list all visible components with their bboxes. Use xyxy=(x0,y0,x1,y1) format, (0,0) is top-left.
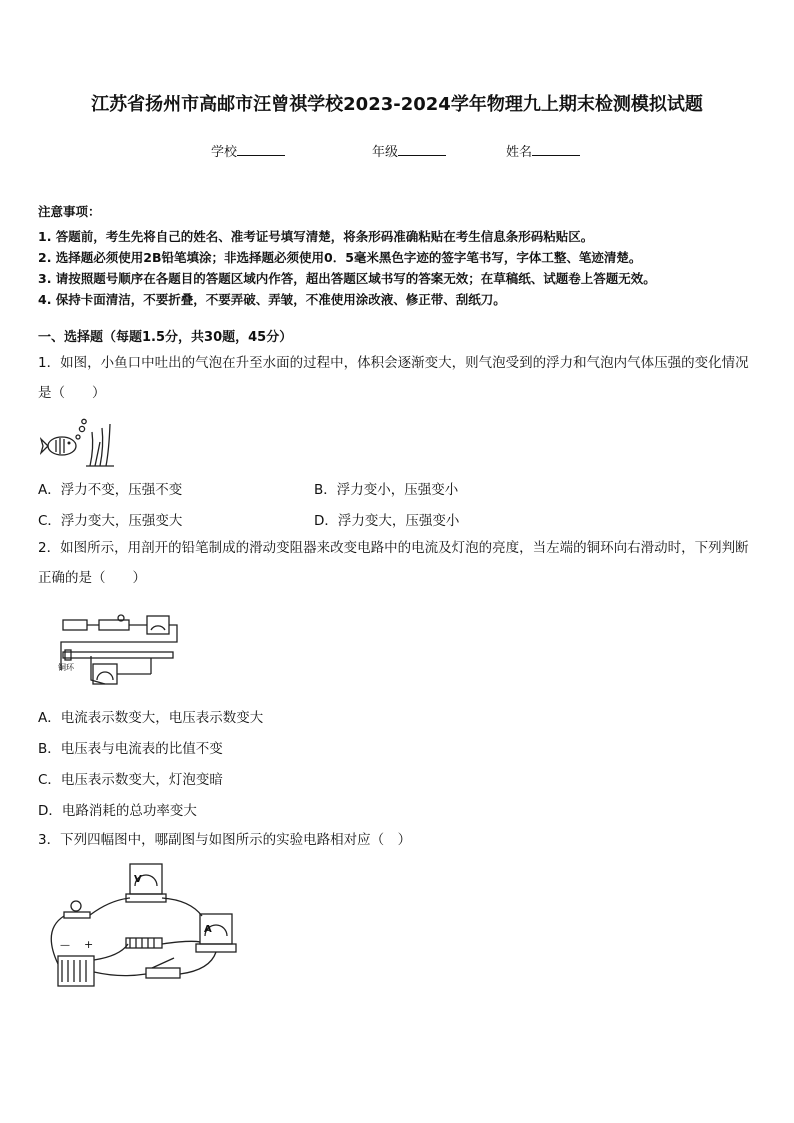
q2-option-b[interactable]: B．电压表与电流表的比值不变 xyxy=(38,741,223,757)
q1-option-c[interactable]: C．浮力变大，压强变大 xyxy=(38,513,183,529)
q2-option-a[interactable]: A．电流表示数变大，电压表示数变大 xyxy=(38,710,264,726)
q1-option-a[interactable]: A．浮力不变，压强不变 xyxy=(38,482,183,498)
question-1-text: 1．如图，小鱼口中吐出的气泡在升至水面的过程中，体积会逐渐变大，则气泡受到的浮力和气泡内气体压强的变化情况是（ ） xyxy=(38,355,749,401)
school-field[interactable] xyxy=(211,141,285,160)
q1-option-b[interactable]: B．浮力变小，压强变小 xyxy=(314,482,459,498)
school-label: 学校 xyxy=(211,145,238,160)
experiment-circuit-figure xyxy=(40,860,250,992)
grade-label: 年级 xyxy=(372,145,399,160)
note-item: 3. 请按照题号顺序在各题目的答题区域内作答，超出答题区域书写的答案无效；在草稿纸、试题卷上答题无效。 xyxy=(38,271,656,286)
school-blank[interactable] xyxy=(237,143,285,156)
name-blank[interactable] xyxy=(532,143,580,156)
section-title: 一、选择题（每题1.5分，共30题，45分） xyxy=(38,330,293,345)
battery-minus-label: — xyxy=(60,940,70,951)
question-2-text: 2．如图所示，用剖开的铅笔制成的滑动变阻器来改变电路中的电流及灯泡的亮度，当左端的铜环向右滑动时，下列判断正确的是（ ） xyxy=(38,540,749,586)
voltmeter-label: V xyxy=(134,874,142,885)
q1-option-d[interactable]: D．浮力变大，压强变小 xyxy=(314,513,460,529)
note-item: 4. 保持卡面清洁，不要折叠，不要弄破、弄皱，不准使用涂改液、修正带、刮纸刀。 xyxy=(38,292,506,307)
q2-option-d[interactable]: D．电路消耗的总功率变大 xyxy=(38,803,197,819)
page-title: 江苏省扬州市高邮市汪曾祺学校2023-2024学年物理九上期末检测模拟试题 xyxy=(91,94,703,115)
ammeter-label: A xyxy=(204,924,212,935)
name-label: 姓名 xyxy=(506,145,533,160)
name-field[interactable] xyxy=(506,141,580,160)
note-item: 1. 答题前，考生先将自己的姓名、准考证号填写清楚，将条形码准确粘贴在考生信息条形码粘贴区。 xyxy=(38,229,594,244)
question-3-text: 3．下列四幅图中，哪副图与如图所示的实验电路相对应（ ） xyxy=(38,832,412,848)
q2-option-c[interactable]: C．电压表示数变大，灯泡变暗 xyxy=(38,772,223,788)
notes-block xyxy=(38,202,768,310)
copper-ring-label: 铜环 xyxy=(58,663,74,672)
fish-bubbles-figure xyxy=(40,418,116,468)
grade-field[interactable] xyxy=(372,141,446,160)
notes-heading: 注意事项： xyxy=(38,204,101,219)
grade-blank[interactable] xyxy=(398,143,446,156)
battery-plus-label: + xyxy=(84,938,94,951)
pencil-rheostat-circuit-figure xyxy=(55,612,185,692)
note-item: 2. 选择题必须使用2B铅笔填涂；非选择题必须使用0．5毫米黑色字迹的签字笔书写，字体工整、笔迹清楚。 xyxy=(38,250,642,265)
